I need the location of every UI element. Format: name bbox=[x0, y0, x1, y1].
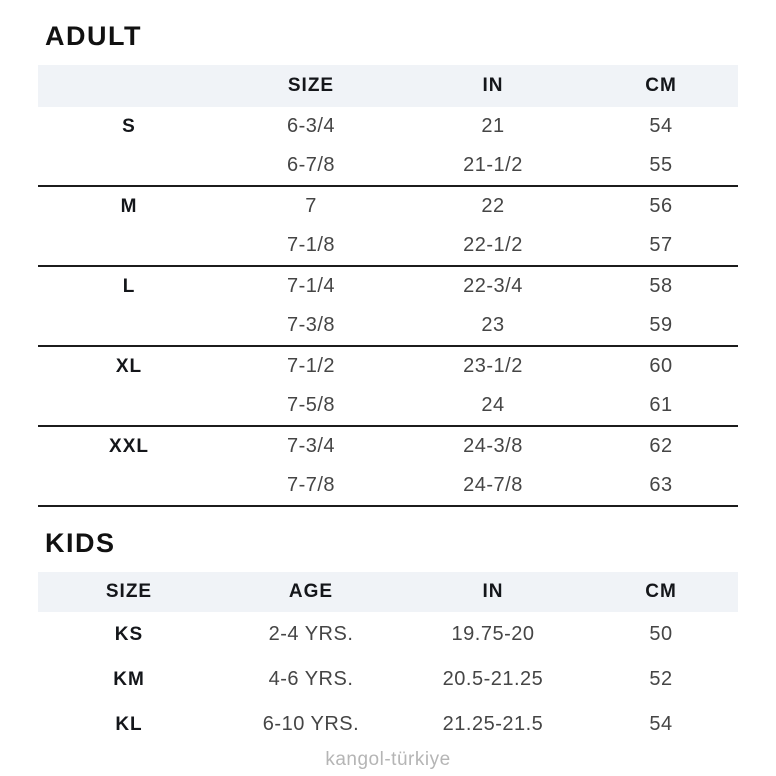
in-value: 21.25-21.5 bbox=[442, 713, 544, 735]
kids-header-age: AGE bbox=[288, 581, 334, 602]
in-value: 24 bbox=[481, 394, 505, 416]
size-value: 7-5/8 bbox=[286, 394, 336, 416]
in-value: 22-3/4 bbox=[463, 275, 523, 297]
cm-value: 54 bbox=[649, 115, 673, 137]
table-row bbox=[38, 386, 738, 425]
kids-header-cm: CM bbox=[645, 581, 677, 602]
size-label: KL bbox=[115, 713, 143, 735]
cm-value: 63 bbox=[649, 474, 673, 496]
kids-table-header-row bbox=[38, 572, 738, 612]
size-value: 7-3/4 bbox=[286, 435, 336, 457]
in-value: 21 bbox=[481, 115, 505, 137]
cm-value: 57 bbox=[649, 234, 673, 256]
in-value: 22-1/2 bbox=[463, 234, 523, 256]
cm-value: 61 bbox=[649, 394, 673, 416]
in-value: 21-1/2 bbox=[463, 154, 523, 176]
in-value: 22 bbox=[481, 195, 505, 217]
size-label: KM bbox=[113, 668, 145, 690]
table-row bbox=[38, 427, 738, 466]
watermark-text: kangol-türkiye bbox=[325, 749, 451, 770]
size-value: 6-3/4 bbox=[286, 115, 336, 137]
adult-header-size: SIZE bbox=[287, 75, 335, 96]
adult-size-table bbox=[38, 65, 738, 507]
in-value: 23-1/2 bbox=[463, 355, 523, 377]
age-value: 6-10 YRS. bbox=[262, 713, 360, 735]
cm-value: 60 bbox=[649, 355, 673, 377]
cm-value: 55 bbox=[649, 154, 673, 176]
table-row bbox=[38, 187, 738, 226]
size-value: 7-3/8 bbox=[286, 314, 336, 336]
size-label: M bbox=[120, 195, 138, 217]
age-value: 4-6 YRS. bbox=[268, 668, 354, 690]
size-value: 7-7/8 bbox=[286, 474, 336, 496]
in-value: 20.5-21.25 bbox=[442, 668, 544, 690]
table-row bbox=[38, 466, 738, 505]
cm-value: 54 bbox=[649, 713, 673, 735]
adult-header-in: IN bbox=[482, 75, 504, 96]
in-value: 23 bbox=[481, 314, 505, 336]
cm-value: 56 bbox=[649, 195, 673, 217]
adult-size-group-s bbox=[38, 107, 738, 187]
table-row bbox=[38, 702, 738, 747]
cm-value: 59 bbox=[649, 314, 673, 336]
cm-value: 62 bbox=[649, 435, 673, 457]
table-row bbox=[38, 306, 738, 345]
size-label: XL bbox=[115, 355, 143, 377]
kids-header-in: IN bbox=[482, 581, 504, 602]
age-value: 2-4 YRS. bbox=[268, 623, 354, 645]
adult-table-header-row bbox=[38, 65, 738, 107]
kids-header-size: SIZE bbox=[105, 581, 153, 602]
size-label: XXL bbox=[109, 435, 149, 457]
table-row bbox=[38, 267, 738, 306]
in-value: 19.75-20 bbox=[451, 623, 535, 645]
size-value: 7-1/2 bbox=[286, 355, 336, 377]
kids-size-table bbox=[38, 572, 738, 747]
size-label: L bbox=[122, 275, 136, 297]
adult-section-title: ADULT bbox=[45, 21, 142, 51]
table-row bbox=[38, 146, 738, 185]
kids-section-title: KIDS bbox=[45, 528, 116, 558]
table-row bbox=[38, 226, 738, 265]
table-row bbox=[38, 612, 738, 657]
size-value: 7-1/8 bbox=[286, 234, 336, 256]
adult-header-cm: CM bbox=[645, 75, 677, 96]
in-value: 24-7/8 bbox=[463, 474, 523, 496]
size-value: 7-1/4 bbox=[286, 275, 336, 297]
in-value: 24-3/8 bbox=[463, 435, 523, 457]
adult-size-group-m bbox=[38, 187, 738, 267]
table-row bbox=[38, 107, 738, 146]
table-row bbox=[38, 347, 738, 386]
size-label: KS bbox=[114, 623, 144, 645]
table-row bbox=[38, 657, 738, 702]
cm-value: 58 bbox=[649, 275, 673, 297]
cm-value: 52 bbox=[649, 668, 673, 690]
size-value: 7 bbox=[305, 195, 317, 217]
adult-size-group-xxl bbox=[38, 427, 738, 507]
adult-size-group-xl bbox=[38, 347, 738, 427]
size-value: 6-7/8 bbox=[286, 154, 336, 176]
cm-value: 50 bbox=[649, 623, 673, 645]
size-label: S bbox=[122, 115, 136, 137]
adult-size-group-l bbox=[38, 267, 738, 347]
